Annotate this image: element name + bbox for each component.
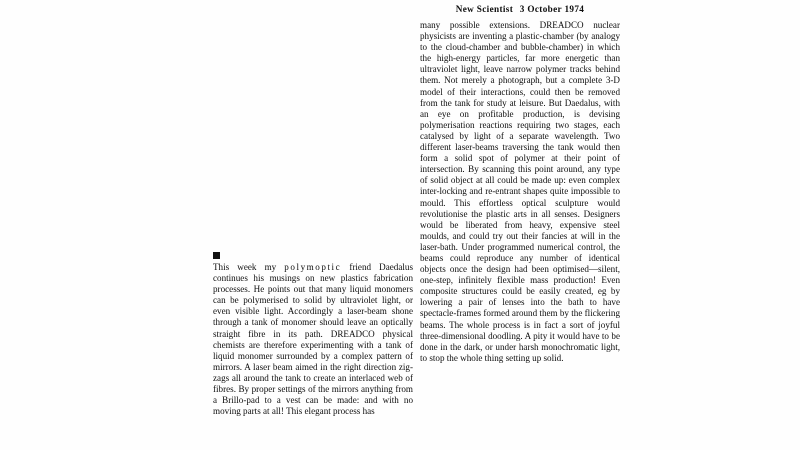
column-left [213,252,413,417]
issue-date: 3 October 1974 [519,4,585,14]
text-before-emphasis: This week my [213,262,285,272]
column-right [420,20,620,364]
running-head [420,4,620,14]
emphasis-word: polymoptic [284,262,342,272]
publication-title: New Scientist [455,4,514,14]
right-column-paragraph: many possible extensions. DREADCO nuclear physicists are inventing a plastic-chamber (by analogy to the cloud-chamber and bubble-chamber) in which the high-energy particles, far more energetic than ultraviolet light, leave narrow polymer tracks behind them. Not merely a photograph, but a complete 3-D model of their interactions, could then be removed from the tank for study at leisure. But Daedalus, with an eye on profitable production, is devising polymerisation reactions requiring two stages, each catalysed by light of a separate wavelength. Two different laser-beams traversing the tank would then form a solid spot of polymer at their point of intersection. By scanning this point around, any type of solid object at all could be made up: even complex inter-locking and re-entrant shapes quite impossible to mould. This effortless optical sculpture would revolutionise the plastic arts in all senses. Designers would be liberated from heavy, expensive steel moulds, and could try out their fancies at will in the laser-bath. Under programmed numerical control, the beams could reproduce any number of identical objects once the design had been optimised—silent, one-step, infinitely flexible mass production! Even composite structures could be easily created, eg by lowering a pair of lenses into the bath to have spectacle-frames formed around them by the flickering beams. The whole process is in fact a sort of joyful three-dimensional doodling. A pity it would have to be done in the dark, or under harsh monochromatic light, to stop the whole thing setting up solid. [420,20,620,363]
text-after-emphasis: friend Daedalus continues his musings on new plastics fabrication processes. He points out that many liquid monomers can be polymerised to solid by ultraviolet light, or even visible light. Accordingly a laser-beam shone through a tank of monomer should leave an optically straight fibre in its path. DREADCO physical chemists are therefore experimenting with a tank of liquid monomer surrounded by a complex pattern of mirrors. A laser beam aimed in the right direction zig-zags all around the tank to create an interlaced web of fibres. By proper settings of the mirrors anything from a Brillo-pad to a vest can be made: and with no moving parts at all! This elegant process has [213,262,413,417]
left-column-paragraph [213,262,413,417]
square-dingbat-icon [213,252,220,259]
